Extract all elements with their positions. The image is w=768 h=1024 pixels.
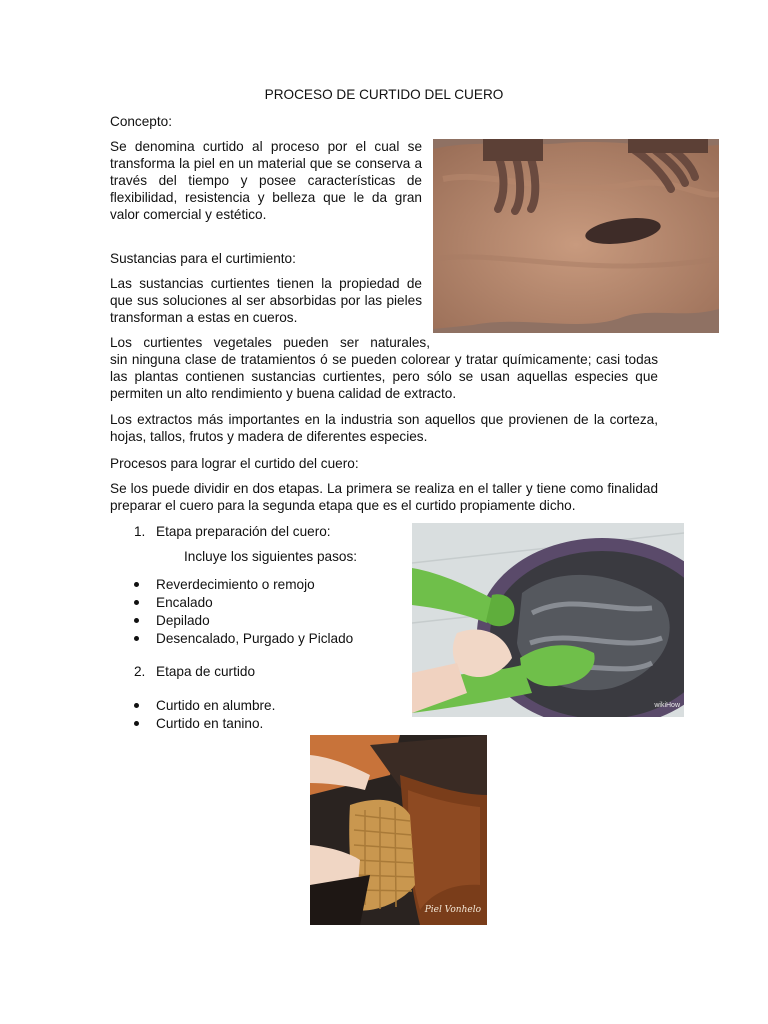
page-title: PROCESO DE CURTIDO DEL CUERO xyxy=(264,87,504,102)
step-1-label: Etapa preparación del cuero: xyxy=(156,524,331,539)
step-2-number: 2. xyxy=(134,664,146,679)
list-item: Reverdecimiento o remojo xyxy=(156,577,315,592)
list-item: Desencalado, Purgado y Piclado xyxy=(156,631,354,646)
hide-scraping-photo-icon xyxy=(433,139,719,333)
list-item: Curtido en alumbre. xyxy=(156,698,276,713)
sustancias-paragraph-1: Las sustancias curtientes tienen la propiedad de que sus soluciones al ser absorbidas por las pieles transforman a estas en cueros. xyxy=(110,276,422,325)
leather-samples-photo xyxy=(310,735,487,925)
image-credit-wikihow: wikiHow xyxy=(654,702,680,709)
sustancias-paragraph-2-line-1: Los curtientes vegetales pueden ser naturales, xyxy=(110,335,430,350)
procesos-heading: Procesos para lograr el curtido del cuero: xyxy=(110,456,359,471)
concepto-paragraph: Se denomina curtido al proceso por el cual se transforma la piel en un material que se conserva a través del tiempo y posee características de flexibilidad, resistencia y belleza que le da gran valor comercial y estético. xyxy=(110,139,422,222)
sustancias-paragraph-3: Los extractos más importantes en la industria son aquellos que provienen de la corteza, hojas, tallos, frutos y madera de diferentes especies. xyxy=(110,412,658,444)
sustancias-paragraph-2: sin ninguna clase de tratamientos ó se pueden colorear y tratar químicamente; casi todas las plantas contienen sustancias curtientes, pero sólo se usan aquellas especies que permiten un alto rendimiento y buena calidad de extracto. xyxy=(110,352,658,401)
leather-samples-photo-icon xyxy=(310,735,487,925)
list-item: Depilado xyxy=(156,613,210,628)
step-1-number: 1. xyxy=(134,524,146,539)
image-credit-piel: Piel Vonhelo xyxy=(424,905,481,915)
hide-washing-illustration xyxy=(412,523,684,717)
procesos-intro: Se los puede dividir en dos etapas. La primera se realiza en el taller y tiene como finalidad preparar el cuero para la segunda etapa que es el curtido propiamente dicho. xyxy=(110,481,658,513)
sustancias-heading: Sustancias para el curtimiento: xyxy=(110,251,296,266)
list-item: Curtido en tanino. xyxy=(156,716,264,731)
hide-washing-illustration-icon xyxy=(412,523,684,717)
step-2-label: Etapa de curtido xyxy=(156,664,255,679)
step-1-subtitle: Incluye los siguientes pasos: xyxy=(184,549,358,564)
concepto-heading: Concepto: xyxy=(110,114,172,129)
hide-scraping-photo xyxy=(433,139,719,333)
list-item: Encalado xyxy=(156,595,213,610)
